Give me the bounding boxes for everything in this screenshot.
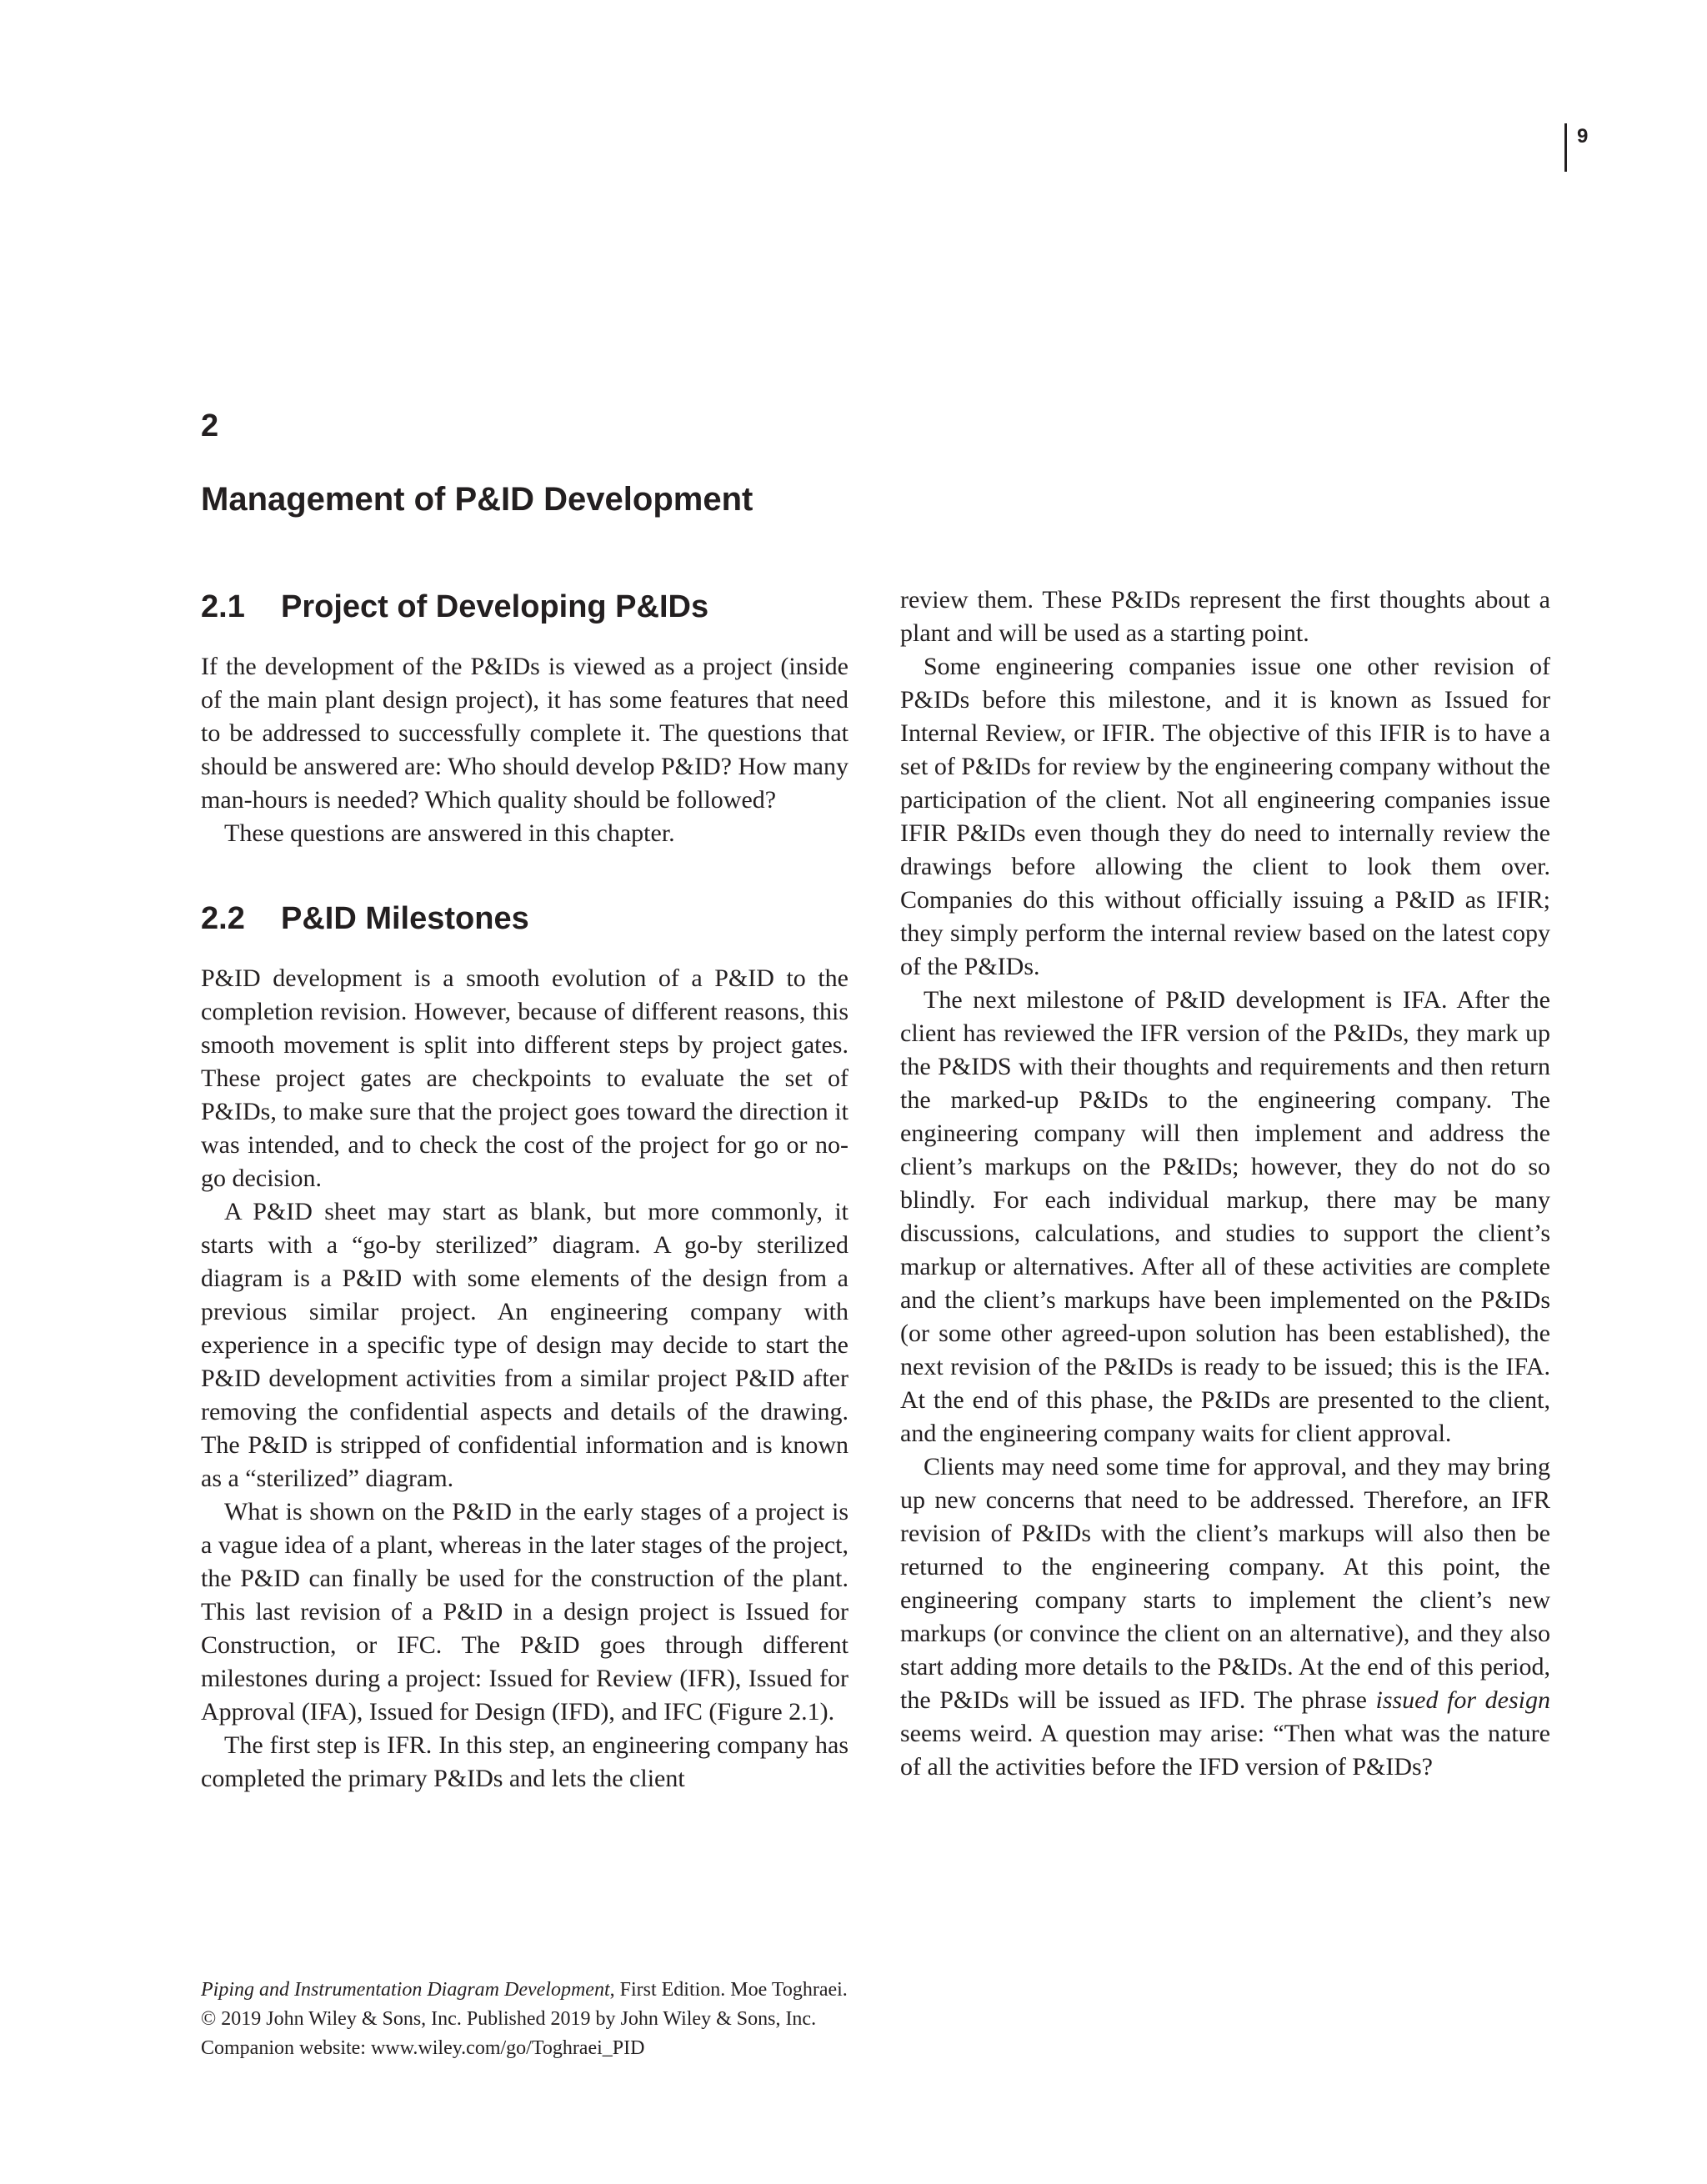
paragraph: The first step is IFR. In this step, an engineering company has completed the primary P&IDs and lets the client bbox=[201, 1731, 848, 1792]
section-number: 2.2 bbox=[201, 901, 245, 936]
footer-website: Companion website: www.wiley.com/go/Toghraei_PID bbox=[201, 2037, 645, 2059]
paragraph: The next milestone of P&ID development is IFA. After the client has reviewed the IFR version of the P&IDs, they mark up the P&IDS with their thoughts and requirements and then return the marked-up P&IDs to the engineering company. The engineering company will then implement and address the client’s markups on the P&IDs; however, they do not do so blindly. For each individual markup, there may be many discussions, calculations, and studies to support the client’s markup or alternatives. After all of these activities are complete and the client’s markups have been implemented on the P&IDs (or some other agreed-upon solution has been established), the next revision of the P&IDs is ready to be issued; this is the IFA. At the end of this phase, the P&IDs are presented to the client, and the engineering company waits for client approval. bbox=[900, 986, 1550, 1447]
section-number: 2.1 bbox=[201, 589, 245, 624]
paragraph-text: seems weird. A question may arise: “Then what was the nature of all the activities before the IFD version of P&IDs? bbox=[900, 1720, 1550, 1781]
footer bbox=[201, 1976, 1201, 2063]
footer-citation bbox=[201, 1976, 1201, 2005]
paragraph: A P&ID sheet may start as blank, but more commonly, it starts with a “go-by sterilized” diagram. A go-by sterilized diagram is a P&ID with some elements of the design from a previous similar project. An engineering company with experience in a specific type of design may decide to start the P&ID development activities from a similar project P&ID after removing the confidential aspects and details of the drawing. The P&ID is stripped of confidential information and is known as a “sterilized” diagram. bbox=[201, 1198, 848, 1492]
page-number: 9 bbox=[1577, 125, 1589, 148]
left-column bbox=[201, 584, 848, 1796]
paragraph-text: Clients may need some time for approval, and they may bring up new concerns that need to be addressed. Therefore, an IFR revision of P&IDs with the client’s markups will also then be returned to the engineering company. At this point, the engineering company starts to implement the client’s new markups (or convince the client on an alternative), and they also start adding more details to the P&IDs. At the end of this period, the P&IDs will be issued as IFD. The phrase bbox=[900, 1453, 1550, 1714]
section-heading-2-1 bbox=[201, 584, 848, 630]
book-edition: , First Edition. Moe Toghraei. bbox=[609, 1979, 848, 2001]
chapter-title: Management of P&ID Development bbox=[201, 481, 753, 518]
italic-phrase: issued for design bbox=[1375, 1686, 1550, 1714]
paragraph: These questions are answered in this chapter. bbox=[224, 819, 675, 847]
paragraph: What is shown on the P&ID in the early stages of a project is a vague idea of a plant, whereas in the later stages of the project, the P&ID can finally be used for the construction of the plant. This last revision of a P&ID in a design project is Issued for Construction, or IFC. The P&ID goes through different milestones during a project: Issued for Review (IFR), Issued for Approval (IFA), Issued for Design (IFD), and IFC (Figure 2.1). bbox=[201, 1498, 848, 1726]
paragraph: review them. These P&IDs represent the first thoughts about a plant and will be used as a starting point. bbox=[900, 586, 1550, 647]
footer-copyright: © 2019 John Wiley & Sons, Inc. Published 2019 by John Wiley & Sons, Inc. bbox=[201, 2008, 817, 2030]
paragraph: P&ID development is a smooth evolution of a P&ID to the completion revision. However, because of different reasons, this smooth movement is split into different steps by project gates. These project gates are checkpoints to evaluate the set of P&IDs, to make sure that the project goes toward the direction it was intended, and to check the cost of the project for go or no-go decision. bbox=[201, 964, 848, 1192]
section-heading-2-2 bbox=[201, 895, 848, 942]
chapter-number: 2 bbox=[201, 408, 219, 443]
paragraph: If the development of the P&IDs is viewed as a project (inside of the main plant design project), it has some features that need to be addressed to successfully complete it. The questions that should be answered are: Who should develop P&ID? How many man-hours is needed? Which quality should be followed? bbox=[201, 653, 848, 814]
book-title: Piping and Instrumentation Diagram Development bbox=[201, 1979, 610, 2001]
right-column bbox=[900, 584, 1550, 1784]
paragraph: Some engineering companies issue one other revision of P&IDs before this milestone, and it is known as Issued for Internal Review, or IFIR. The objective of this IFIR is to have a set of P&IDs for review by the engineering company without the participation of the client. Not all engineering companies issue IFIR P&IDs even though they do need to internally review the drawings before allowing the client to look them over. Companies do this without officially issuing a P&ID as IFIR; they simply perform the internal review based on the latest copy of the P&IDs. bbox=[900, 653, 1550, 980]
paragraph bbox=[900, 1450, 1550, 1784]
page-number-rule bbox=[1564, 123, 1589, 172]
section-title: P&ID Milestones bbox=[281, 901, 529, 936]
section-title: Project of Developing P&IDs bbox=[281, 589, 709, 624]
